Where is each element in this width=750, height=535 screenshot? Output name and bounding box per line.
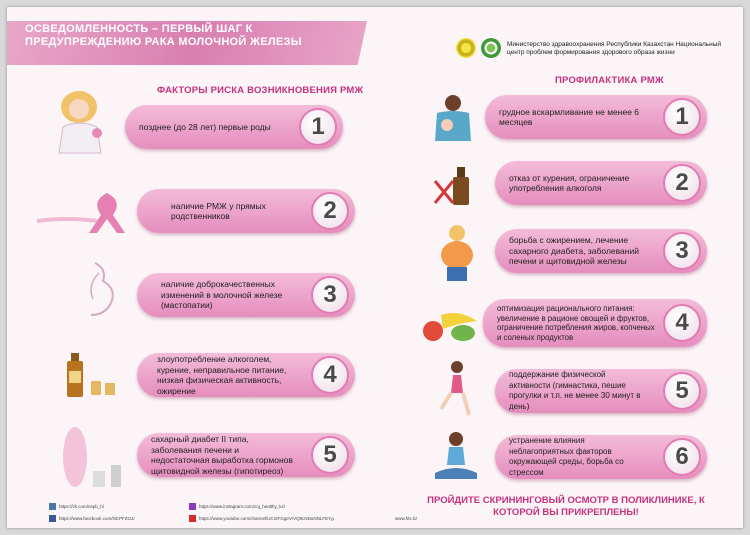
risk-item-number: 1: [299, 108, 337, 146]
prevention-item-text: поддержание физической активности (гимнастика, пешие прогулки и т.п. не менее 30 минут в день): [509, 370, 641, 411]
risk-item-text: наличие доброкачественных изменений в молочной железе (мастопатии): [161, 279, 283, 311]
facebook-icon: [49, 515, 56, 522]
footer-link-youtube[interactable]: https://www.youtube.com/channel/UCntFGgeVrVQ9cNDuNNLFEYg: [199, 516, 334, 521]
prevention-item-4: [483, 299, 707, 347]
risk-item-2: [137, 189, 355, 233]
risk-item-text: сахарный диабет II типа, заболевания печени и недостаточная выработка гормонов щитовидной железы (гипотиреоз): [151, 434, 293, 476]
prevention-item-text: грудное вскармливание не менее 6 месяцев: [499, 106, 640, 127]
risk-item-text: злоупотребление алкоголем, курение, неправильное питание, низкая физическая активность, ожирение: [157, 354, 287, 396]
fruits-vegetables-icon: [419, 305, 483, 345]
ministry-text: Министерство здравоохранения Республики Казахстан Национальный центр проблем формирования здорового образа жизни: [507, 41, 722, 56]
prevention-item-2: [495, 161, 707, 205]
youtube-icon: [189, 515, 196, 522]
prevention-item-text: борьба с ожирением, лечение сахарного диабета, заболеваний печени и щитовидной железы: [509, 235, 639, 267]
prevention-item-text: оптимизация рационального питания: увеличение в рационе овощей и фруктов, ограничение потребления жиров, копченых и соленых продуктов: [497, 304, 655, 342]
center-logo-icon: [481, 38, 501, 58]
risk-item-text: позднее (до 28 лет) первые роды: [139, 121, 271, 132]
woman-illustration-icon: [49, 87, 119, 157]
footer-link-instagram[interactable]: https://www.instagram.com/zoj_healthy_kz/: [199, 504, 286, 509]
meditation-woman-icon: [431, 429, 481, 483]
poster-title: ОСВЕДОМЛЕННОСТЬ – ПЕРВЫЙ ШАГ К ПРЕДУПРЕЖДЕНИЮ РАКА МОЛОЧНОЙ ЖЕЛЕЗЫ: [25, 23, 302, 48]
risk-item-4: [137, 353, 355, 397]
ministry-logo-icon: [456, 38, 476, 58]
risk-item-number: 3: [311, 276, 349, 314]
prevention-item-number: 2: [663, 164, 701, 202]
pink-ribbon-icon: [37, 187, 127, 237]
running-woman-icon: [433, 359, 477, 421]
prevention-item-6: [495, 435, 707, 479]
obesity-diabetes-icon: [57, 417, 137, 497]
prevention-item-5: [495, 369, 707, 413]
prevention-item-number: 4: [663, 304, 701, 342]
no-smoking-alcohol-icon: [431, 163, 481, 207]
footer-link-vk[interactable]: https://vk.com/nspb_hl: [59, 504, 104, 509]
prevention-item-1: [485, 95, 707, 139]
logos: [456, 38, 504, 60]
risk-item-text: наличие РМЖ у прямых родственников: [171, 200, 266, 221]
woman-silhouette-icon: [77, 259, 127, 319]
alcohol-bottles-icon: [61, 343, 121, 403]
footer-link-site[interactable]: www.hls.kz: [395, 516, 418, 521]
risk-item-number: 2: [311, 192, 349, 230]
prevention-item-text: устранение влияния неблагоприятных факторов окружающей среды, борьба со стрессом: [509, 436, 624, 477]
prevention-item-text: отказ от курения, ограничение употребления алкоголя: [509, 172, 630, 193]
breastfeeding-mother-icon: [427, 91, 477, 145]
prevention-item-number: 5: [663, 372, 701, 410]
risk-item-number: 4: [311, 356, 349, 394]
screening-call-to-action: ПРОЙДИТЕ СКРИНИНГОВЫЙ ОСМОТР В ПОЛИКЛИНИКЕ, К КОТОРОЙ ВЫ ПРИКРЕПЛЕНЫ!: [427, 495, 705, 518]
risk-item-number: 5: [311, 436, 349, 474]
poster-sheet: [7, 7, 743, 528]
risk-item-1: [125, 105, 343, 149]
prevention-item-number: 6: [663, 438, 701, 476]
overweight-person-icon: [437, 223, 477, 283]
prevention-title: ПРОФИЛАКТИКА РМЖ: [555, 75, 664, 86]
prevention-item-number: 3: [663, 232, 701, 270]
risk-item-3: [137, 273, 355, 317]
vk-icon: [49, 503, 56, 510]
prevention-item-3: [495, 229, 707, 273]
instagram-icon: [189, 503, 196, 510]
prevention-item-number: 1: [663, 98, 701, 136]
footer-link-facebook[interactable]: https://www.facebook.com/NCPFZOJ/: [59, 516, 135, 521]
risk-item-5: [137, 433, 355, 477]
risk-factors-title: ФАКТОРЫ РИСКА ВОЗНИКНОВЕНИЯ РМЖ: [157, 85, 364, 96]
